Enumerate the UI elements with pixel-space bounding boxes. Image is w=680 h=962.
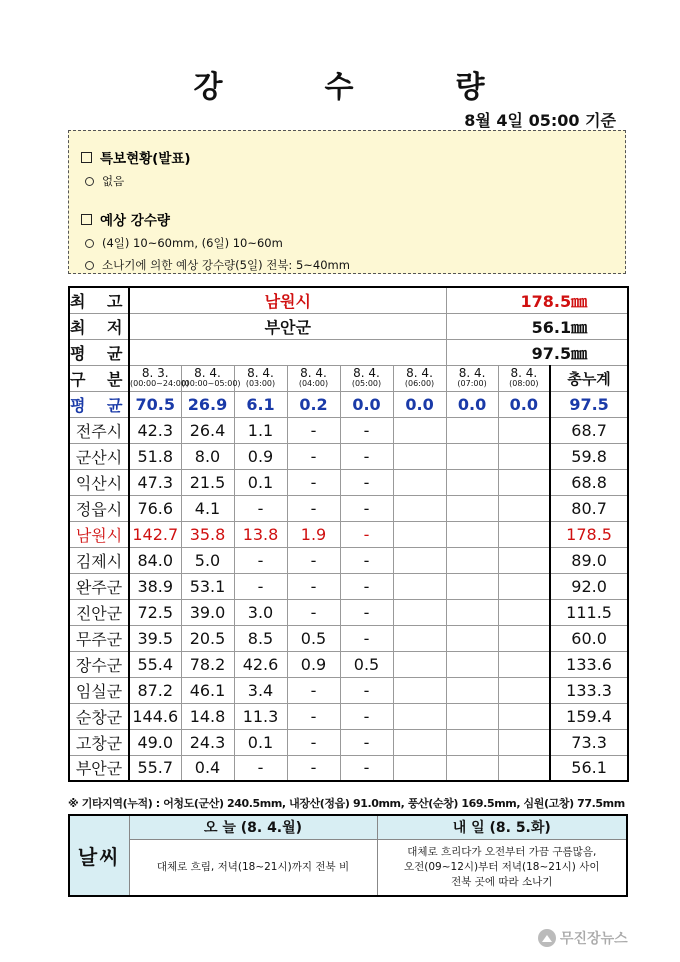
rain-value: 78.2 xyxy=(181,651,234,677)
summary-min-place: 부안군 xyxy=(129,313,446,339)
rain-value: 76.6 xyxy=(129,495,181,521)
summary-label: 최 저 xyxy=(69,313,129,339)
table-row xyxy=(69,417,628,443)
notice-section-title: 예상 강수량 xyxy=(100,213,170,229)
rain-value: - xyxy=(287,599,340,625)
notice-box xyxy=(68,130,626,274)
header-time: (07:00) xyxy=(457,379,487,388)
rain-value: - xyxy=(287,729,340,755)
rain-value: 39.0 xyxy=(181,599,234,625)
header-date: 8. 3. xyxy=(141,366,169,380)
region-total: 159.4 xyxy=(550,703,628,729)
rain-value: - xyxy=(340,599,393,625)
table-row xyxy=(69,703,628,729)
header-date: 8. 4. xyxy=(406,366,433,380)
summary-label: 평 균 xyxy=(69,339,129,365)
header-time: (00:00~24:00) xyxy=(130,379,190,388)
summary-avg-value: 97.5㎜ xyxy=(446,339,628,365)
header-time: (06:00) xyxy=(404,379,435,388)
rain-value: - xyxy=(340,625,393,651)
rain-value xyxy=(393,677,446,703)
rain-value xyxy=(446,755,498,781)
region-name: 임실군 xyxy=(69,677,129,703)
rain-value: 0.9 xyxy=(234,443,287,469)
rain-value: 47.3 xyxy=(129,469,181,495)
header-col-6 xyxy=(446,365,498,391)
header-col-4 xyxy=(340,365,393,391)
rain-value: 4.1 xyxy=(181,495,234,521)
region-name: 순창군 xyxy=(69,703,129,729)
watermark-text: 무진장뉴스 xyxy=(560,931,628,947)
header-time: (03:00) xyxy=(245,379,276,388)
notice-item-text: 소나기에 의한 예상 강수량(5일) 전북: 5~40mm xyxy=(102,258,350,272)
rain-value: 20.5 xyxy=(181,625,234,651)
region-total: 89.0 xyxy=(550,547,628,573)
rain-value: 49.0 xyxy=(129,729,181,755)
rain-value xyxy=(393,703,446,729)
header-total: 총누계 xyxy=(550,365,628,391)
weather-today-header: 오 늘 (8. 4.월) xyxy=(129,815,377,839)
header-date: 8. 4. xyxy=(353,366,380,380)
rain-value xyxy=(446,703,498,729)
rain-value xyxy=(393,521,446,547)
rain-value xyxy=(393,755,446,781)
mountain-logo-icon xyxy=(538,929,556,947)
rain-value xyxy=(393,469,446,495)
rain-value xyxy=(446,625,498,651)
rainfall-table xyxy=(68,286,629,782)
rain-value: 0.5 xyxy=(340,651,393,677)
rain-value xyxy=(393,599,446,625)
notice-item xyxy=(85,257,613,273)
average-total: 97.5 xyxy=(550,391,628,417)
rain-value xyxy=(498,443,550,469)
notice-section-forecast xyxy=(81,209,613,229)
rain-value: 42.6 xyxy=(234,651,287,677)
rain-value xyxy=(498,703,550,729)
region-total: 68.8 xyxy=(550,469,628,495)
region-name: 장수군 xyxy=(69,651,129,677)
square-bullet-icon xyxy=(81,214,92,225)
region-total: 60.0 xyxy=(550,625,628,651)
weather-tomorrow-line: 전북 곳에 따라 소나기 xyxy=(451,875,553,888)
rain-value: 0.4 xyxy=(181,755,234,781)
header-date: 8. 4. xyxy=(194,366,221,380)
page-title xyxy=(0,62,680,106)
rain-value xyxy=(446,729,498,755)
rain-value: 0.1 xyxy=(234,469,287,495)
rain-value: 72.5 xyxy=(129,599,181,625)
notice-section-title: 특보현황(발표) xyxy=(100,151,191,167)
weather-today-text: 대체로 흐림, 저녁(18~21시)까지 전북 비 xyxy=(129,839,377,896)
weather-tomorrow-text xyxy=(377,839,627,896)
average-value: 70.5 xyxy=(129,391,181,417)
rain-value: 53.1 xyxy=(181,573,234,599)
rain-value: 55.4 xyxy=(129,651,181,677)
table-row xyxy=(69,521,628,547)
watermark-logo xyxy=(538,925,672,951)
rain-value xyxy=(446,651,498,677)
weather-tomorrow-header: 내 일 (8. 5.화) xyxy=(377,815,627,839)
header-date: 8. 4. xyxy=(247,366,274,380)
region-name: 전주시 xyxy=(69,417,129,443)
rain-value: - xyxy=(340,443,393,469)
rain-value: 84.0 xyxy=(129,547,181,573)
rain-value: 8.5 xyxy=(234,625,287,651)
rain-value xyxy=(498,755,550,781)
rain-value xyxy=(498,651,550,677)
notice-item-text: (4일) 10~60mm, (6일) 10~60m xyxy=(102,236,283,250)
rain-value xyxy=(498,573,550,599)
rain-value: 1.1 xyxy=(234,417,287,443)
notice-section-warnings xyxy=(81,147,613,167)
region-total: 133.6 xyxy=(550,651,628,677)
header-time: (00:00~05:00) xyxy=(181,379,241,388)
table-row xyxy=(69,573,628,599)
title-char: 량 xyxy=(455,70,487,105)
table-row xyxy=(69,495,628,521)
rain-value xyxy=(498,469,550,495)
rain-value: - xyxy=(234,547,287,573)
average-value: 0.0 xyxy=(498,391,550,417)
rain-value: - xyxy=(234,755,287,781)
circle-bullet-icon xyxy=(85,239,94,248)
footnote: ※ 기타지역(누적) : 어청도(군산) 240.5mm, 내장산(정읍) 91.0mm, 풍산(순창) 169.5mm, 심원(고창) 77.5mm xyxy=(68,797,625,810)
average-value: 0.0 xyxy=(393,391,446,417)
rain-value: - xyxy=(287,703,340,729)
rain-value xyxy=(498,625,550,651)
rain-value: 3.4 xyxy=(234,677,287,703)
rain-value: 26.4 xyxy=(181,417,234,443)
region-name: 익산시 xyxy=(69,469,129,495)
as-of-time: 8월 4일 05:00 기준 xyxy=(464,111,616,130)
rain-value xyxy=(498,417,550,443)
rain-value xyxy=(393,443,446,469)
region-total: 178.5 xyxy=(550,521,628,547)
notice-item xyxy=(85,235,613,251)
region-total: 68.7 xyxy=(550,417,628,443)
table-row xyxy=(69,469,628,495)
rain-value xyxy=(393,651,446,677)
average-label: 평 균 xyxy=(69,391,129,417)
header-col-7 xyxy=(498,365,550,391)
title-char: 수 xyxy=(324,70,356,105)
region-total: 111.5 xyxy=(550,599,628,625)
region-name: 부안군 xyxy=(69,755,129,781)
header-col-1 xyxy=(181,365,241,391)
summary-avg-place xyxy=(129,339,446,365)
rain-value: - xyxy=(287,573,340,599)
rain-value: 42.3 xyxy=(129,417,181,443)
summary-min-row xyxy=(69,313,628,339)
region-name: 진안군 xyxy=(69,599,129,625)
summary-max-place: 남원시 xyxy=(129,287,446,313)
region-name: 고창군 xyxy=(69,729,129,755)
rain-value: - xyxy=(340,729,393,755)
rain-value: 144.6 xyxy=(129,703,181,729)
title-char: 강 xyxy=(193,70,225,105)
region-total: 80.7 xyxy=(550,495,628,521)
table-row xyxy=(69,677,628,703)
header-time: (05:00) xyxy=(351,379,382,388)
rain-value: 0.9 xyxy=(287,651,340,677)
rain-value xyxy=(446,417,498,443)
region-total: 92.0 xyxy=(550,573,628,599)
table-body xyxy=(69,417,628,781)
rain-value: 24.3 xyxy=(181,729,234,755)
header-time: (08:00) xyxy=(509,379,539,388)
rain-value: 13.8 xyxy=(234,521,287,547)
weather-label: 날씨 xyxy=(69,815,129,896)
rain-value: - xyxy=(340,469,393,495)
summary-min-value: 56.1㎜ xyxy=(446,313,628,339)
header-col-0 xyxy=(129,365,190,391)
table-row xyxy=(69,599,628,625)
table-row xyxy=(69,547,628,573)
rain-value: 3.0 xyxy=(234,599,287,625)
rain-value: 142.7 xyxy=(129,521,181,547)
rain-value xyxy=(393,547,446,573)
circle-bullet-icon xyxy=(85,177,94,186)
rain-value: 21.5 xyxy=(181,469,234,495)
region-total: 73.3 xyxy=(550,729,628,755)
table-row xyxy=(69,625,628,651)
average-value: 0.0 xyxy=(340,391,393,417)
table-row xyxy=(69,755,628,781)
rain-value xyxy=(393,573,446,599)
rain-value: - xyxy=(234,573,287,599)
rain-value: 35.8 xyxy=(181,521,234,547)
rain-value: 1.9 xyxy=(287,521,340,547)
region-total: 59.8 xyxy=(550,443,628,469)
rain-value: - xyxy=(234,495,287,521)
header-col-5 xyxy=(393,365,446,391)
rain-value: 38.9 xyxy=(129,573,181,599)
rain-value: - xyxy=(340,677,393,703)
circle-bullet-icon xyxy=(85,261,94,270)
header-row xyxy=(69,365,628,391)
average-value: 6.1 xyxy=(234,391,287,417)
notice-item xyxy=(85,173,613,189)
rain-value: 0.1 xyxy=(234,729,287,755)
summary-label: 최 고 xyxy=(69,287,129,313)
rain-value: - xyxy=(287,495,340,521)
region-name: 남원시 xyxy=(69,521,129,547)
weather-table xyxy=(68,814,628,897)
header-date: 8. 4. xyxy=(458,366,486,380)
rain-value xyxy=(393,729,446,755)
rain-value: 14.8 xyxy=(181,703,234,729)
region-name: 무주군 xyxy=(69,625,129,651)
average-value: 26.9 xyxy=(181,391,234,417)
rain-value: - xyxy=(340,573,393,599)
rain-value xyxy=(498,677,550,703)
header-date: 8. 4. xyxy=(300,366,327,380)
rain-value xyxy=(446,547,498,573)
rain-value xyxy=(393,417,446,443)
rain-value xyxy=(446,495,498,521)
rain-value: - xyxy=(287,417,340,443)
summary-max-row xyxy=(69,287,628,313)
region-total: 56.1 xyxy=(550,755,628,781)
header-col-3 xyxy=(287,365,340,391)
table-row xyxy=(69,651,628,677)
rain-value: 8.0 xyxy=(181,443,234,469)
notice-item-text: 없음 xyxy=(102,174,125,188)
rain-value xyxy=(498,495,550,521)
rain-value xyxy=(498,521,550,547)
rain-value: - xyxy=(340,521,393,547)
rain-value: - xyxy=(340,547,393,573)
rain-value: - xyxy=(340,417,393,443)
rain-value xyxy=(446,469,498,495)
rain-value xyxy=(393,495,446,521)
rain-value: - xyxy=(340,703,393,729)
rain-value xyxy=(446,443,498,469)
header-label: 구 분 xyxy=(69,365,129,391)
rain-value: - xyxy=(287,755,340,781)
rain-value: - xyxy=(287,677,340,703)
summary-max-value: 178.5㎜ xyxy=(446,287,628,313)
rain-value: 87.2 xyxy=(129,677,181,703)
rain-value: 5.0 xyxy=(181,547,234,573)
rain-value xyxy=(498,729,550,755)
table-row xyxy=(69,443,628,469)
rain-value: 46.1 xyxy=(181,677,234,703)
table-row xyxy=(69,729,628,755)
region-total: 133.3 xyxy=(550,677,628,703)
rain-value: - xyxy=(340,755,393,781)
rain-value xyxy=(446,599,498,625)
header-col-2 xyxy=(234,365,287,391)
rain-value: 39.5 xyxy=(129,625,181,651)
rain-value: - xyxy=(340,495,393,521)
rain-value: - xyxy=(287,469,340,495)
rain-value xyxy=(446,677,498,703)
region-name: 김제시 xyxy=(69,547,129,573)
header-time: (04:00) xyxy=(298,379,329,388)
rain-value: - xyxy=(287,443,340,469)
rain-value xyxy=(446,521,498,547)
rain-value: 0.5 xyxy=(287,625,340,651)
header-date: 8. 4. xyxy=(510,366,538,380)
average-value: 0.0 xyxy=(446,391,498,417)
weather-tomorrow-line: 대체로 흐리다가 오전부터 가끔 구름많음, xyxy=(407,845,597,858)
rain-value: - xyxy=(287,547,340,573)
region-name: 군산시 xyxy=(69,443,129,469)
rain-value xyxy=(446,573,498,599)
rain-value: 11.3 xyxy=(234,703,287,729)
square-bullet-icon xyxy=(81,152,92,163)
weather-tomorrow-line: 오전(09~12시)부터 저녁(18~21시) 사이 xyxy=(403,860,600,873)
rain-value: 55.7 xyxy=(129,755,181,781)
average-value: 0.2 xyxy=(287,391,340,417)
region-name: 정읍시 xyxy=(69,495,129,521)
rain-value xyxy=(498,599,550,625)
region-name: 완주군 xyxy=(69,573,129,599)
rain-value xyxy=(393,625,446,651)
rain-value: 51.8 xyxy=(129,443,181,469)
average-row xyxy=(69,391,628,417)
rain-value xyxy=(498,547,550,573)
summary-avg-row xyxy=(69,339,628,365)
